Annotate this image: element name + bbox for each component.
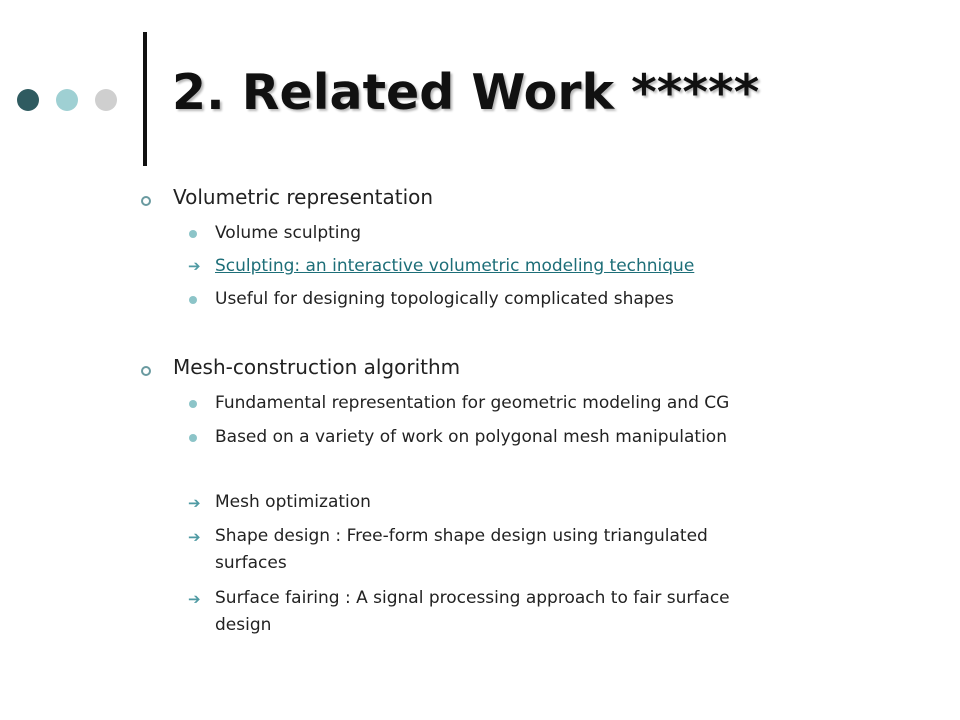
- bullet-dot-icon: [189, 434, 197, 442]
- arrow-right-icon: ➔: [188, 528, 201, 546]
- item-volume-sculpting: Volume sculpting: [215, 223, 362, 243]
- slide-title: 2. Related Work *****: [172, 64, 760, 121]
- item-based-on-variety: Based on a variety of work on polygonal mesh manipulation: [215, 427, 727, 447]
- section-heading-volumetric: Volumetric representation: [173, 185, 434, 209]
- item-fundamental-representation: Fundamental representation for geometric modeling and CG: [215, 393, 730, 413]
- decor-dot-teal: [56, 89, 78, 111]
- bullet-dot-icon: [189, 296, 197, 304]
- decor-dot-gray: [95, 89, 117, 111]
- title-divider: [143, 32, 147, 166]
- decor-dot-dark: [17, 89, 39, 111]
- arrow-right-icon: ➔: [188, 494, 201, 512]
- item-surface-fairing: Surface fairing : A signal processing approach to fair surface: [215, 588, 730, 608]
- item-mesh-optimization: Mesh optimization: [215, 492, 371, 512]
- bullet-dot-icon: [189, 400, 197, 408]
- item-shape-design: Shape design : Free-form shape design using triangulated: [215, 526, 708, 546]
- item-surface-fairing-cont: design: [215, 615, 272, 635]
- item-shape-design-cont: surfaces: [215, 553, 287, 573]
- section-heading-mesh: Mesh-construction algorithm: [173, 355, 461, 379]
- arrow-right-icon: ➔: [188, 590, 201, 608]
- bullet-dot-icon: [189, 230, 197, 238]
- section-bullet-icon: [141, 196, 151, 206]
- item-useful-designing: Useful for designing topologically complicated shapes: [215, 289, 674, 309]
- arrow-right-icon: ➔: [188, 257, 201, 275]
- section-bullet-icon: [141, 366, 151, 376]
- link-sculpting-paper[interactable]: Sculpting: an interactive volumetric modeling technique: [215, 256, 695, 276]
